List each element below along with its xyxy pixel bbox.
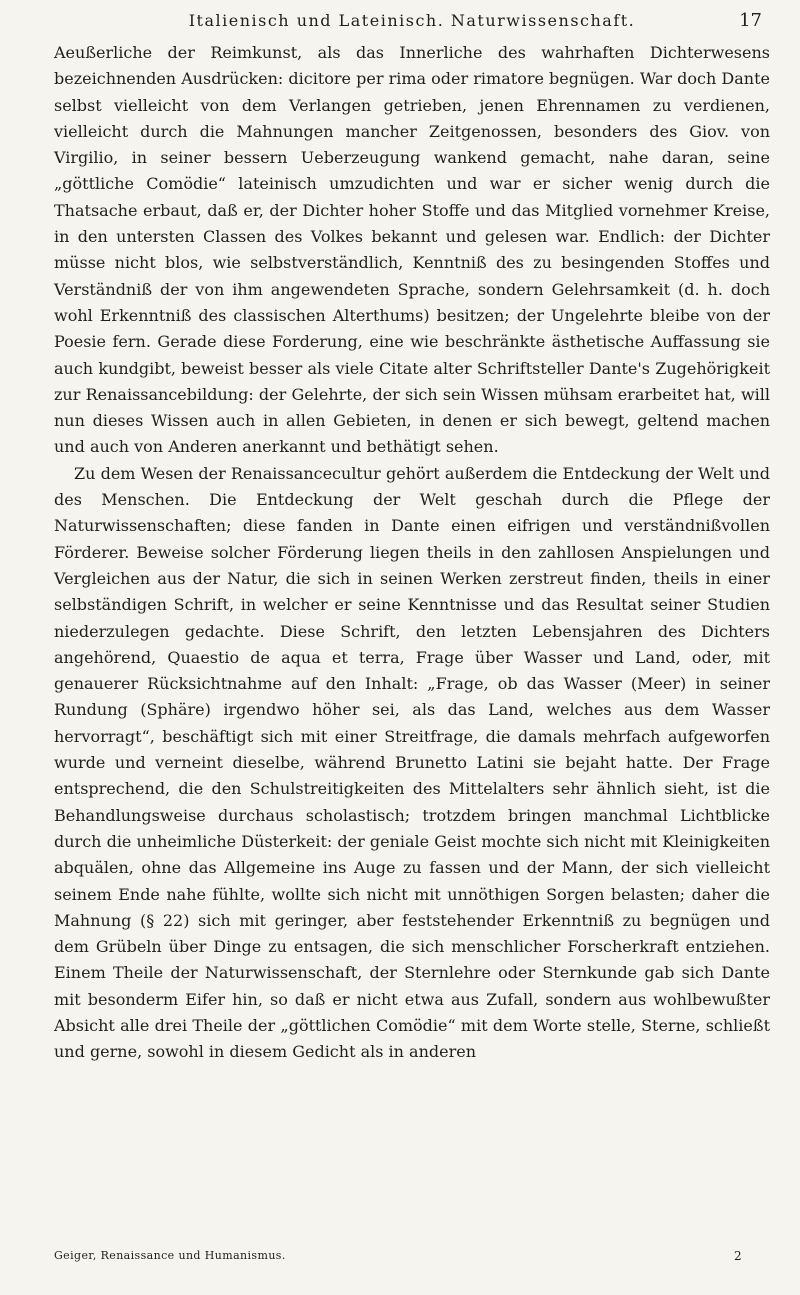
signature-mark: 2 (733, 1249, 742, 1263)
running-head (54, 8, 770, 34)
paragraph-2: Zu dem Wesen der Renaissancecultur gehört außerdem die Entdeckung der Welt und des Menschen. Die Entdeckung der Welt geschah durch die Pflege der Naturwissenschaften; diese fanden in Dante einen eifrigen und verständnißvollen Förderer. Beweise solcher Förderung liegen theils in den zahllosen Anspielungen und Vergleichen aus der Natur, die sich in seinen Werken zerstreut finden, theils in einer selbständigen Schrift, in welcher er seine Kenntnisse und das Resultat seiner Studien niederzulegen gedachte. Diese Schrift, den letzten Lebensjahren des Dichters angehörend, Quaestio de aqua et terra, Frage über Wasser und Land, oder, mit genauerer Rücksichtnahme auf den Inhalt: „Frage, ob das Wasser (Meer) in seiner Rundung (Sphäre) irgendwo höher sei, als das Land, welches aus dem Wasser hervorragt“, beschäftigt sich mit einer Streitfrage, die damals mehrfach aufgeworfen wurde und verneint dieselbe, während Brunetto Latini sie bejaht hatte. Der Frage entsprechend, die den Schulstreitigkeiten des Mittelalters sehr ähnlich sieht, ist die Behandlungsweise durchaus scholastisch; trotzdem bringen manchmal Lichtblicke durch die unheimliche Düsterkeit: der geniale Geist mochte sich nicht mit Kleinigkeiten abquälen, ohne das Allgemeine ins Auge zu fassen und der Mann, der sich vielleicht seinem Ende nahe fühlte, wollte sich nicht mit unnöthigen Sorgen belasten; daher die Mahnung (§ 22) sich mit geringer, aber feststehender Erkenntniß zu begnügen und dem Grübeln über Dinge zu entsagen, die sich menschlicher Forscherkraft entziehen. Einem Theile der Naturwissenschaft, der Sternlehre oder Sternkunde gab sich Dante mit besonderm Eifer hin, so daß er nicht etwa aus Zufall, sondern aus wohlbewußter Absicht alle drei Theile der „göttlichen Comödie“ mit dem Worte stelle, Sterne, schließt und gerne, sowohl in diesem Gedicht als in anderen (54, 463, 770, 1062)
page-footer (54, 1247, 770, 1265)
paragraph-1: Aeußerliche der Reimkunst, als das Innerliche des wahrhaften Dichterwesens bezeichnenden Ausdrücken: dicitore per rima oder rimatore begnügen. War doch Dante selbst vielleicht von dem Verlangen getrieben, jenen Ehrennamen zu verdienen, vielleicht durch die Mahnungen mancher Zeitgenossen, besonders des Giov. von Virgilio, in seiner bessern Ueberzeugung wankend gemacht, nahe daran, seine „göttliche Comödie“ lateinisch umzudichten und war er sicher wenig durch die Thatsache erbaut, daß er, der Dichter hoher Stoffe und das Mitglied vornehmer Kreise, in den untersten Classen des Volkes bekannt und gelesen war. Endlich: der Dichter müsse nicht blos, wie selbstverständlich, Kenntniß des zu besingenden Stoffes und Verständniß der von ihm angewendeten Sprache, sondern Gelehrsamkeit (d. h. doch wohl Erkenntniß des classischen Alterthums) besitzen; der Ungelehrte bleibe von der Poesie fern. Gerade diese Forderung, eine wie beschränkte ästhetische Auffassung sie auch kundgibt, beweist besser als viele Citate alter Schriftsteller Dante's Zugehörigkeit zur Renaissancebildung: der Gelehrte, der sich sein Wissen mühsam erarbeitet hat, will nun dieses Wissen auch in allen Gebieten, in denen er sich bewegt, geltend machen und auch von Anderen anerkannt und bethätigt sehen. (54, 43, 770, 457)
page-number: 17 (739, 10, 762, 31)
body-text (54, 40, 770, 1066)
footer-imprint: Geiger, Renaissance und Humanismus. (54, 1249, 286, 1262)
running-title: Italienisch und Lateinisch. Naturwissenschaft. (188, 11, 636, 30)
